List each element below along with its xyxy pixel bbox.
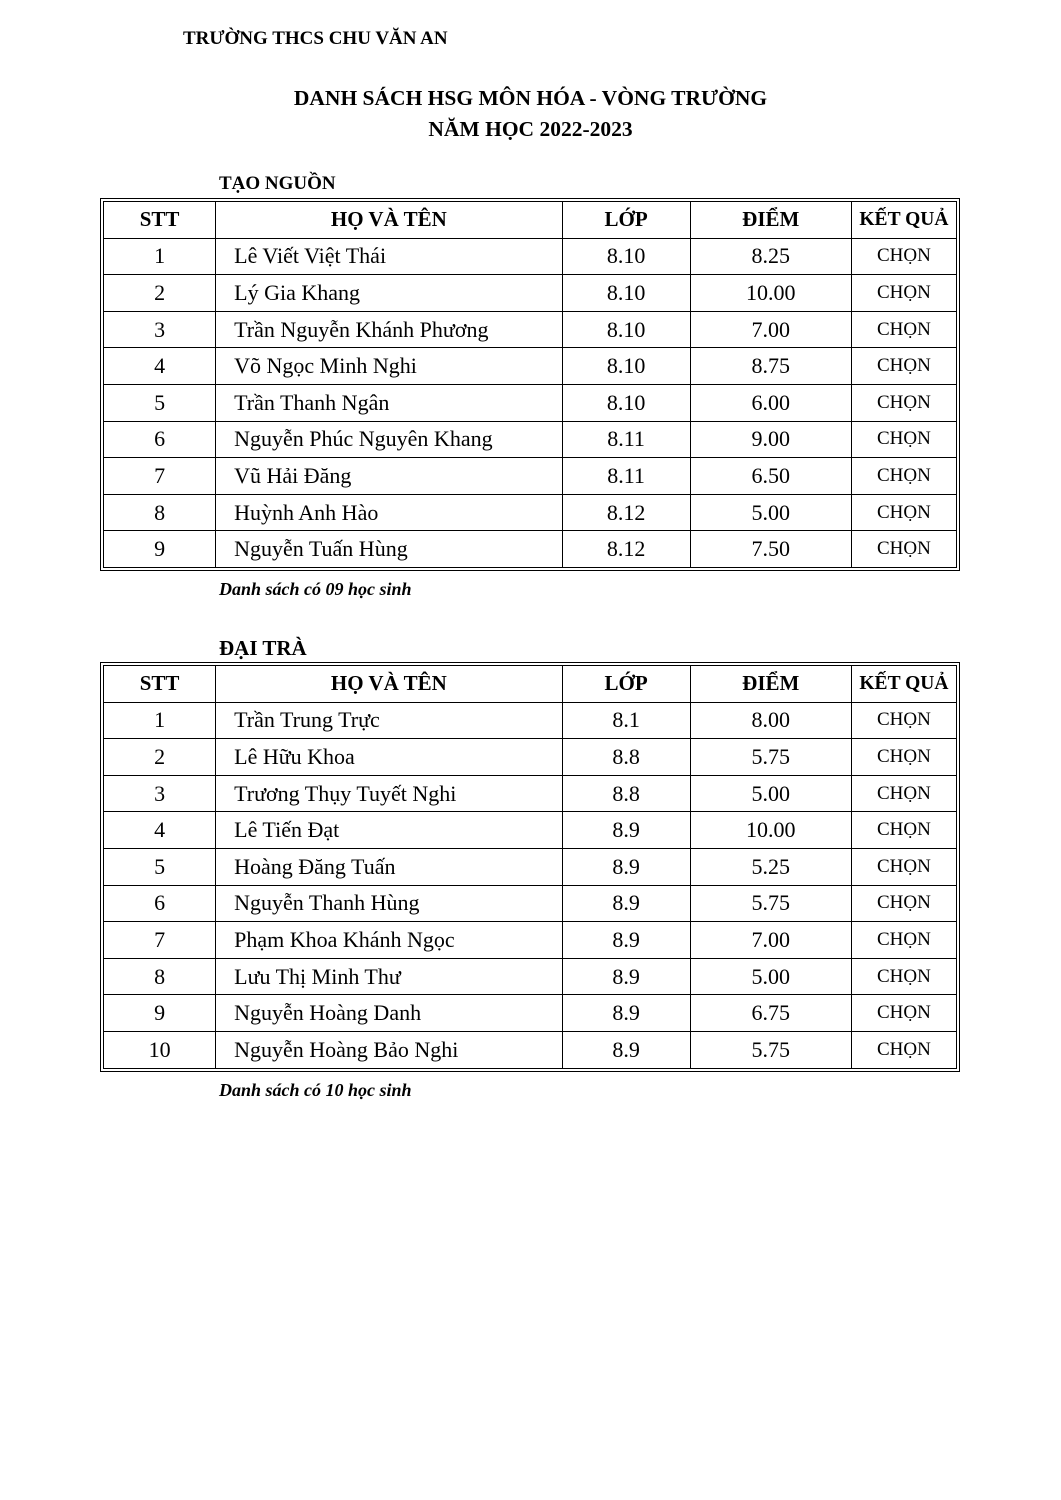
cell-class: 8.10 — [562, 311, 690, 348]
table-row — [104, 275, 957, 312]
cell-score: 7.50 — [690, 531, 851, 568]
cell-stt: 4 — [104, 348, 216, 385]
header-score: ĐIỂM — [690, 202, 851, 239]
cell-stt: 6 — [104, 885, 216, 922]
cell-student-name: Huỳnh Anh Hào — [216, 494, 562, 531]
cell-score: 5.75 — [690, 739, 851, 776]
cell-class: 8.9 — [562, 848, 690, 885]
table-row — [104, 739, 957, 776]
table-body — [104, 238, 957, 567]
table-row — [104, 885, 957, 922]
cell-stt: 6 — [104, 421, 216, 458]
header-name: HỌ VÀ TÊN — [216, 666, 562, 703]
table-row — [104, 1031, 957, 1068]
cell-class: 8.10 — [562, 348, 690, 385]
cell-stt: 8 — [104, 958, 216, 995]
cell-class: 8.9 — [562, 958, 690, 995]
cell-stt: 7 — [104, 922, 216, 959]
table-tao-nguon — [100, 198, 960, 571]
cell-score: 5.75 — [690, 885, 851, 922]
count-note: Danh sách có 09 học sinh — [219, 579, 412, 599]
cell-class: 8.11 — [562, 421, 690, 458]
cell-stt: 5 — [104, 384, 216, 421]
cell-result: CHỌN — [851, 1031, 956, 1068]
cell-result: CHỌN — [851, 922, 956, 959]
cell-student-name: Lê Viết Việt Thái — [216, 238, 562, 275]
table-row — [104, 958, 957, 995]
header-class: LỚP — [562, 202, 690, 239]
cell-class: 8.9 — [562, 995, 690, 1032]
cell-class: 8.8 — [562, 775, 690, 812]
table-row — [104, 384, 957, 421]
cell-score: 9.00 — [690, 421, 851, 458]
cell-score: 10.00 — [690, 275, 851, 312]
header-stt: STT — [104, 202, 216, 239]
cell-stt: 1 — [104, 702, 216, 739]
table-row — [104, 848, 957, 885]
section-label-tao-nguon: TẠO NGUỒN — [219, 173, 336, 194]
header-stt: STT — [104, 666, 216, 703]
cell-class: 8.9 — [562, 1031, 690, 1068]
cell-class: 8.12 — [562, 531, 690, 568]
cell-result: CHỌN — [851, 311, 956, 348]
cell-student-name: Võ Ngọc Minh Nghi — [216, 348, 562, 385]
cell-class: 8.12 — [562, 494, 690, 531]
cell-score: 5.00 — [690, 958, 851, 995]
cell-stt: 9 — [104, 995, 216, 1032]
table-row — [104, 922, 957, 959]
cell-student-name: Trần Trung Trực — [216, 702, 562, 739]
cell-student-name: Trương Thụy Tuyết Nghi — [216, 775, 562, 812]
cell-class: 8.10 — [562, 238, 690, 275]
cell-score: 8.25 — [690, 238, 851, 275]
cell-student-name: Lê Hữu Khoa — [216, 739, 562, 776]
cell-student-name: Nguyễn Phúc Nguyên Khang — [216, 421, 562, 458]
cell-result: CHỌN — [851, 384, 956, 421]
table-row — [104, 311, 957, 348]
cell-score: 6.50 — [690, 458, 851, 495]
cell-score: 10.00 — [690, 812, 851, 849]
section-label-dai-tra: ĐẠI TRÀ — [219, 636, 307, 660]
table-row — [104, 421, 957, 458]
cell-class: 8.9 — [562, 812, 690, 849]
school-name: TRƯỜNG THCS CHU VĂN AN — [183, 28, 448, 49]
table-row — [104, 531, 957, 568]
cell-score: 5.00 — [690, 775, 851, 812]
cell-class: 8.8 — [562, 739, 690, 776]
cell-stt: 9 — [104, 531, 216, 568]
header-result: KẾT QUẢ — [851, 666, 956, 703]
header-score: ĐIỂM — [690, 666, 851, 703]
table-row — [104, 702, 957, 739]
cell-result: CHỌN — [851, 238, 956, 275]
cell-result: CHỌN — [851, 812, 956, 849]
table-row — [104, 494, 957, 531]
document-title: DANH SÁCH HSG MÔN HÓA - VÒNG TRƯỜNG — [293, 86, 768, 110]
cell-student-name: Nguyễn Hoàng Danh — [216, 995, 562, 1032]
cell-score: 6.75 — [690, 995, 851, 1032]
cell-stt: 7 — [104, 458, 216, 495]
cell-class: 8.10 — [562, 275, 690, 312]
table-row — [104, 348, 957, 385]
cell-result: CHỌN — [851, 494, 956, 531]
cell-result: CHỌN — [851, 995, 956, 1032]
count-note: Danh sách có 10 học sinh — [219, 1080, 412, 1100]
table-row — [104, 995, 957, 1032]
cell-score: 6.00 — [690, 384, 851, 421]
cell-stt: 3 — [104, 775, 216, 812]
cell-result: CHỌN — [851, 848, 956, 885]
cell-stt: 2 — [104, 739, 216, 776]
cell-class: 8.9 — [562, 922, 690, 959]
cell-result: CHỌN — [851, 885, 956, 922]
table-row — [104, 238, 957, 275]
cell-score: 7.00 — [690, 922, 851, 959]
cell-result: CHỌN — [851, 458, 956, 495]
table-header-row — [104, 666, 957, 703]
cell-class: 8.10 — [562, 384, 690, 421]
table-row — [104, 812, 957, 849]
header-result: KẾT QUẢ — [851, 202, 956, 239]
cell-result: CHỌN — [851, 531, 956, 568]
cell-class: 8.11 — [562, 458, 690, 495]
cell-stt: 2 — [104, 275, 216, 312]
table-row — [104, 775, 957, 812]
table-dai-tra — [100, 662, 960, 1072]
cell-result: CHỌN — [851, 348, 956, 385]
cell-student-name: Trần Thanh Ngân — [216, 384, 562, 421]
cell-student-name: Vũ Hải Đăng — [216, 458, 562, 495]
cell-class: 8.1 — [562, 702, 690, 739]
cell-student-name: Trần Nguyễn Khánh Phương — [216, 311, 562, 348]
cell-stt: 10 — [104, 1031, 216, 1068]
cell-score: 5.25 — [690, 848, 851, 885]
cell-result: CHỌN — [851, 275, 956, 312]
cell-result: CHỌN — [851, 775, 956, 812]
cell-score: 7.00 — [690, 311, 851, 348]
cell-student-name: Nguyễn Thanh Hùng — [216, 885, 562, 922]
cell-student-name: Lý Gia Khang — [216, 275, 562, 312]
cell-result: CHỌN — [851, 702, 956, 739]
cell-score: 8.75 — [690, 348, 851, 385]
cell-stt: 8 — [104, 494, 216, 531]
cell-student-name: Lê Tiến Đạt — [216, 812, 562, 849]
cell-student-name: Lưu Thị Minh Thư — [216, 958, 562, 995]
cell-score: 5.75 — [690, 1031, 851, 1068]
cell-student-name: Hoàng Đăng Tuấn — [216, 848, 562, 885]
cell-stt: 5 — [104, 848, 216, 885]
cell-result: CHỌN — [851, 739, 956, 776]
cell-stt: 3 — [104, 311, 216, 348]
table-header-row — [104, 202, 957, 239]
header-class: LỚP — [562, 666, 690, 703]
cell-class: 8.9 — [562, 885, 690, 922]
cell-stt: 1 — [104, 238, 216, 275]
cell-result: CHỌN — [851, 421, 956, 458]
cell-student-name: Nguyễn Hoàng Bảo Nghi — [216, 1031, 562, 1068]
cell-student-name: Phạm Khoa Khánh Ngọc — [216, 922, 562, 959]
cell-score: 5.00 — [690, 494, 851, 531]
cell-score: 8.00 — [690, 702, 851, 739]
school-year: NĂM HỌC 2022-2023 — [428, 117, 633, 141]
table-row — [104, 458, 957, 495]
cell-student-name: Nguyễn Tuấn Hùng — [216, 531, 562, 568]
header-name: HỌ VÀ TÊN — [216, 202, 562, 239]
cell-result: CHỌN — [851, 958, 956, 995]
cell-stt: 4 — [104, 812, 216, 849]
table-body — [104, 702, 957, 1068]
